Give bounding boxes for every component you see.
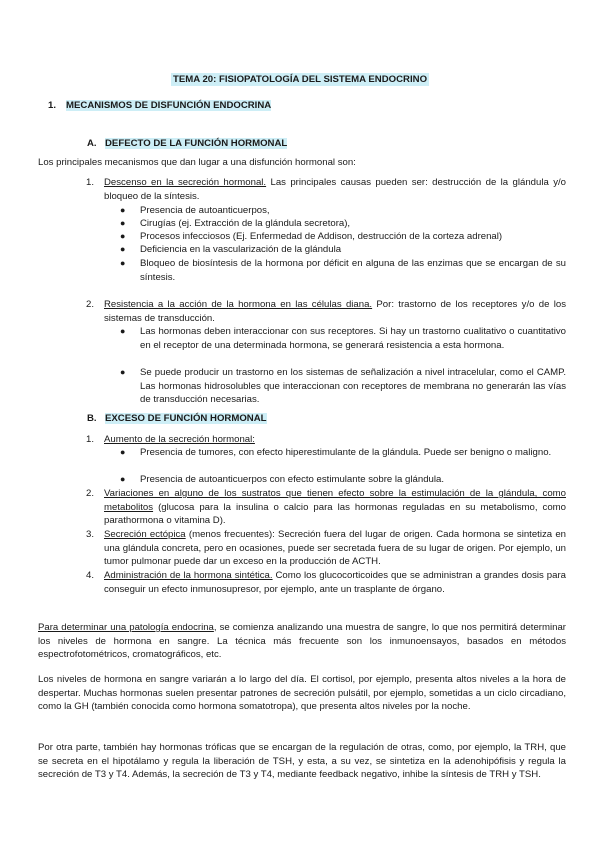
list-item: ● Procesos infecciosos (Ej. Enfermedad de Addison, destrucción de la corteza adrenal) [120,231,503,242]
subsection-heading-a: A. DEFECTO DE LA FUNCIÓN HORMONAL [87,138,288,149]
list-item-b4: 4. Administración de la hormona sintética. Como los glucocorticoides que se administran a grandes dosis para conseguir un efecto inmunosupresor, por ejemplo, ante un trasplante de órgano. [86,570,566,595]
paragraph-hormone-levels: Los niveles de hormona en sangre variarán a lo largo del día. El cortisol, por ejemplo, presenta altos niveles a la hora de despertar. Muchas hormonas suelen presentar patrones de secreción pulsátil, por ejemplo, sometidas a un ciclo circadiano, como la GH (también conocida como hormona somatotropa), que presenta altos niveles por la noche. [38,674,566,713]
intro-text: Los principales mecanismos que dan lugar a una disfunción hormonal son: [38,157,356,168]
list-item: ● Se puede producir un trastorno en los sistemas de señalización a nivel intracelular, como el CAMP. Las hormonas hidrosolubles que interaccionan con receptores de membrana no generarán las vías de transducción necesarias. [120,367,566,406]
list-item: ● Presencia de autoanticuerpos, [120,205,270,216]
paragraph-diagnosis: Para determinar una patología endocrina, se comienza analizando una muestra de sangre, lo que nos permitirá determinar los niveles de hormona en sangre. La técnica más frecuente son los inmunoensayos, basados en métodos espectrofotométricos, cromatográficos, etc. [38,622,566,661]
page-title: TEMA 20: FISIOPATOLOGÍA DEL SISTEMA ENDOCRINO [172,74,428,85]
list-item: ● Bloqueo de biosíntesis de la hormona por déficit en alguna de las enzimas que se encargan de su síntesis. [120,258,566,283]
paragraph-trophic-hormones: Por otra parte, también hay hormonas tróficas que se encargan de la regulación de otras, como, por ejemplo, la TRH, que se secreta en el hipotálamo y regula la liberación de TSH, y esta, a su vez, se sintetiza en la adenohipófisis y regula la secreción de T3 y T4. Además, la secreción de T3 y T4, mediante feedback negativo, inhibe la síntesis de TRH y TSH. [38,742,566,781]
list-item: ● Presencia de autoanticuerpos con efecto estimulante sobre la glándula. [120,474,444,485]
list-item-a2: 2. Resistencia a la acción de la hormona en las células diana. Por: trastorno de los receptores y/o de los sistemas de transducción. [86,299,566,324]
list-item-b2: 2. Variaciones en alguno de los sustratos que tienen efecto sobre la estimulación de la glándula, como metabolitos (glucosa para la insulina o calcio para las hormonas reguladas en su metabolismo, como parathormona o vitamina D). [86,488,566,527]
list-item-b1: 1. Aumento de la secreción hormonal: [86,434,255,445]
list-item: ● Las hormonas deben interaccionar con sus receptores. Si hay un trastorno cualitativo o cuantitativo en el receptor de una determinada hormona, se generará resistencia a esta hormona. [120,326,566,351]
list-item: ● Presencia de tumores, con efecto hiperestimulante de la glándula. Puede ser benigno o maligno. [120,447,552,458]
list-item-b3: 3. Secreción ectópica (menos frecuentes): Secreción fuera del lugar de origen. Cada hormona se sintetiza en una glándula concreta, pero en ocasiones, puede ser secretada fuera de su lugar de origen. Por ejemplo, un tumor pulmonar puede dar un exceso en la producción de ACTH. [86,529,567,568]
list-item-a1: 1. Descenso en la secreción hormonal. Las principales causas pueden ser: destrucción de la glándula y/o bloqueo de la síntesis. [86,177,566,202]
list-item: ● Cirugías (ej. Extracción de la glándula secretora), [120,218,351,229]
section-heading-1: 1. MECANISMOS DE DISFUNCIÓN ENDOCRINA [48,100,272,111]
list-item: ● Deficiencia en la vascularización de la glándula [120,244,342,255]
subsection-heading-b: B. EXCESO DE FUNCIÓN HORMONAL [87,413,267,424]
